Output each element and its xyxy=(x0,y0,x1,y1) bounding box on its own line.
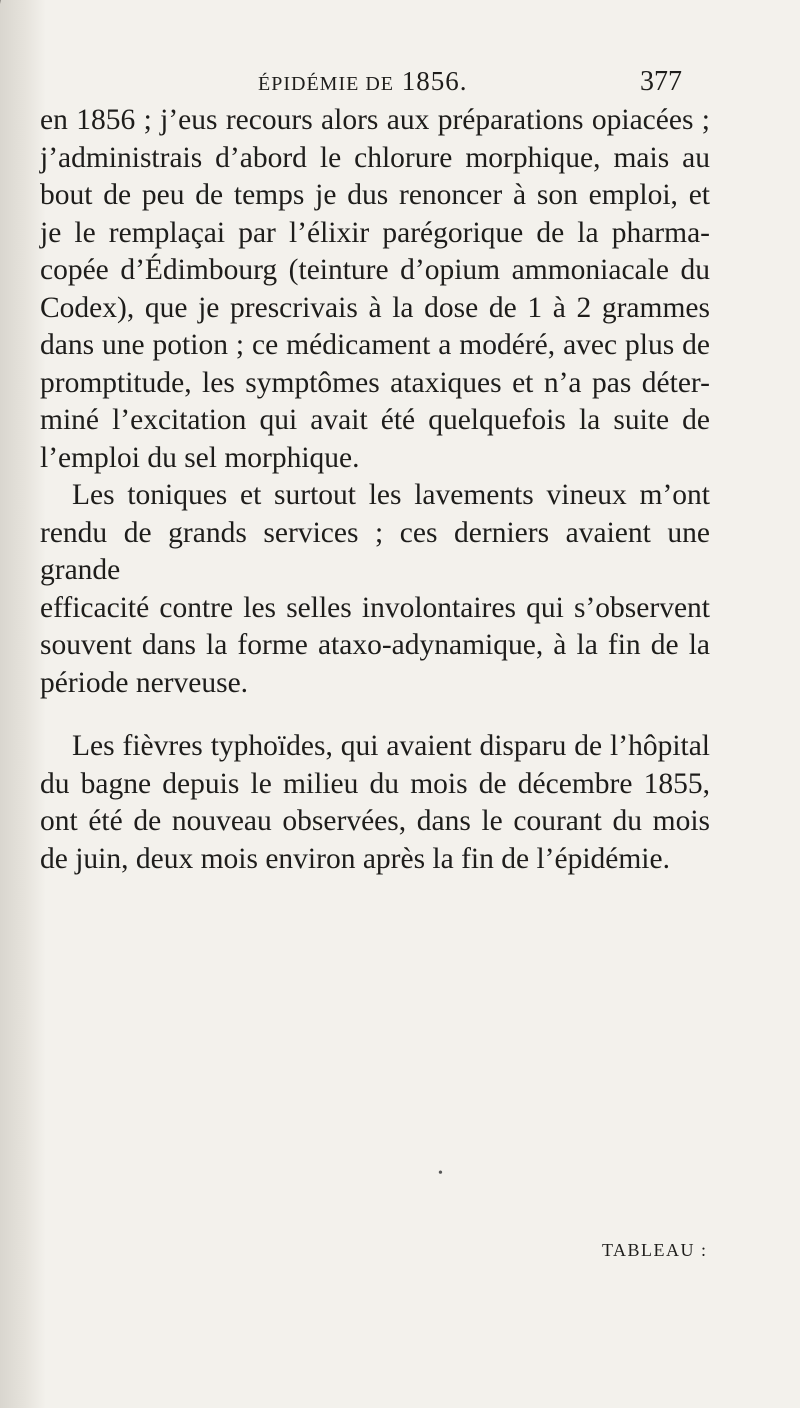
text-line: Les toniques et surtout les lavements vineux m’ont xyxy=(72,479,710,511)
text-line: j’administrais d’abord le chlorure morphique, mais au xyxy=(40,141,710,174)
header-title-prefix: ÉPIDÉMIE DE xyxy=(258,73,394,95)
paragraph-3 xyxy=(40,728,710,878)
text-line: Codex), que je prescrivais à la dose de 1 à 2 grammes xyxy=(40,291,710,324)
text-line: ont été de nouveau observées, dans le courant du mois xyxy=(40,805,710,837)
text-line: je le remplaçai par l’élixir parégorique de la pharma- xyxy=(40,216,710,249)
text-line: copée d’Édimbourg (teinture d’opium ammoniacale du xyxy=(40,254,710,286)
text-line: rendu de grands services ; ces derniers avaient une grande xyxy=(40,516,710,586)
text-line: promptitude, les symptômes ataxiques et n’a pas déter- xyxy=(40,366,710,399)
catchword: TABLEAU : xyxy=(602,1240,708,1260)
text-line: en 1856 ; j’eus recours alors aux préparations opiacées ; xyxy=(40,104,710,136)
text-line: période nerveuse. xyxy=(40,666,249,699)
text-line: du bagne depuis le milieu du mois de décembre 1855, xyxy=(40,767,710,800)
header-title xyxy=(258,66,467,97)
body-text xyxy=(40,102,710,878)
running-header xyxy=(0,66,800,106)
page-number: 377 xyxy=(640,66,682,97)
text-line: dans une potion ; ce médicament a modéré, avec plus de xyxy=(40,329,710,361)
text-line: miné l’excitation qui avait été quelquefois la suite de xyxy=(40,404,710,436)
ink-speck: • xyxy=(438,1166,443,1181)
text-line: souvent dans la forme ataxo-adynamique, à la fin de la xyxy=(40,629,710,661)
header-title-year: 1856. xyxy=(401,66,468,96)
paragraph-1 xyxy=(40,102,710,477)
text-line: Les fièvres typhoïdes, qui avaient disparu de l’hôpital xyxy=(72,730,710,762)
text-line: bout de peu de temps je dus renoncer à son emploi, et xyxy=(40,179,710,211)
text-line: efficacité contre les selles involontaires qui s’observent xyxy=(40,591,710,624)
text-line: l’emploi du sel morphique. xyxy=(40,441,360,474)
text-line: de juin, deux mois environ après la fin de l’épidémie. xyxy=(40,842,670,875)
paragraph-2 xyxy=(40,477,710,702)
